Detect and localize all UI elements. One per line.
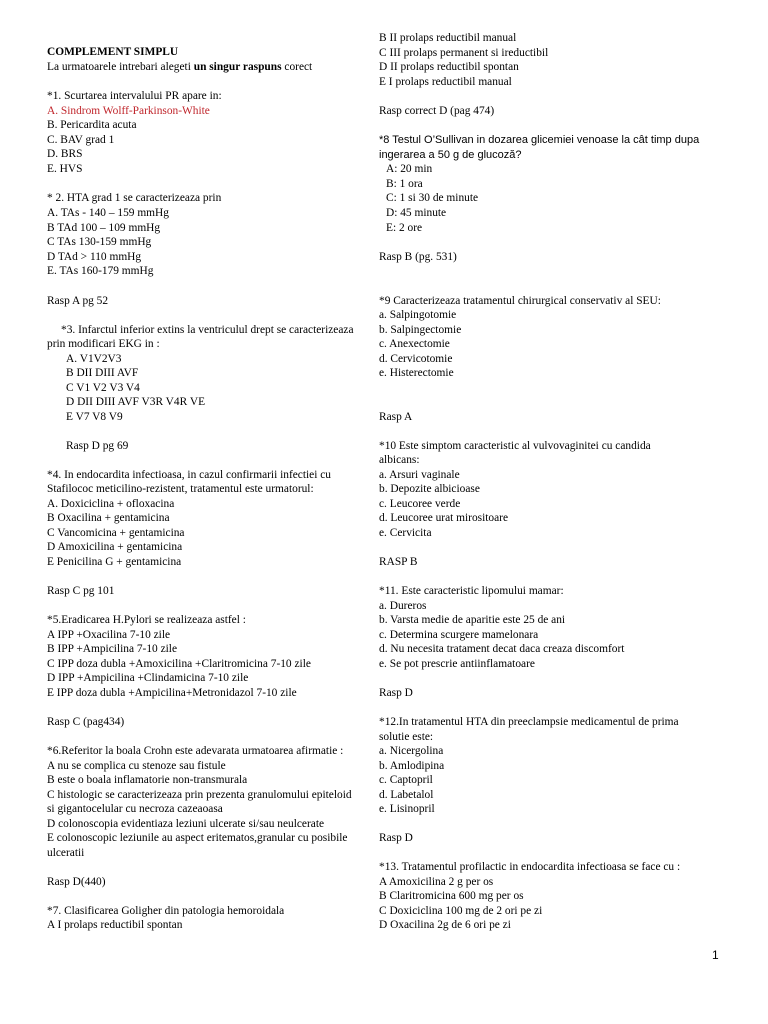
text-line: E. HVS	[47, 163, 83, 175]
text-line: d. Leucoree urat mirositoare	[379, 512, 509, 524]
text-line: E: 2 ore	[386, 222, 423, 234]
bold-text: un singur raspuns	[193, 61, 282, 73]
text-line: b. Amlodipina	[379, 760, 445, 772]
text-line: D colonoscopia evidentiaza leziuni ulcerate si/sau neulcerate	[47, 818, 325, 830]
text-line: albicans:	[379, 454, 420, 466]
text-line: D DII DIII AVF V3R V4R VE	[66, 396, 206, 408]
text-line: *12.In tratamentul HTA din preeclampsie medicamentul de prima	[379, 716, 679, 728]
text-line: B TAd 100 – 109 mmHg	[47, 222, 161, 234]
text-line: *8 Testul O’Sullivan in dozarea glicemiei venoase la cât timp dupa	[379, 134, 700, 146]
text-line: Rasp C (pag434)	[47, 716, 125, 728]
text-line: B este o boala inflamatorie non-transmurala	[47, 774, 248, 786]
text-line: d. Nu necesita tratament decat daca creaza discomfort	[379, 643, 625, 655]
page-number: 1	[712, 948, 719, 962]
text-line: B: 1 ora	[386, 178, 423, 190]
text-line: e. Cervicita	[379, 527, 432, 539]
text-line: A. Sindrom Wolff-Parkinson-White	[47, 105, 210, 117]
text-line: C V1 V2 V3 V4	[66, 382, 140, 394]
text-line: *11. Este caracteristic lipomului mamar:	[379, 585, 564, 597]
text-fragment: corect	[281, 61, 313, 73]
text-line: A: 20 min	[386, 163, 433, 175]
text-line: B IPP +Ampicilina 7-10 zile	[47, 643, 178, 655]
text-line: RASP B	[379, 556, 418, 568]
text-line: C. BAV grad 1	[47, 134, 115, 146]
text-line: b. Salpingectomie	[379, 324, 462, 336]
text-line: B DII DIII AVF	[66, 367, 139, 379]
text-line: Rasp A pg 52	[47, 295, 109, 307]
text-line: *7. Clasificarea Goligher din patologia hemoroidala	[47, 905, 285, 917]
text-line: *3. Infarctul inferior extins la ventriculul drept se caracterizeaza	[61, 324, 354, 336]
text-line: Rasp correct D (pag 474)	[379, 105, 495, 117]
text-line	[47, 60, 312, 75]
text-line: B Oxacilina + gentamicina	[47, 512, 170, 524]
text-line: Rasp D(440)	[47, 876, 106, 888]
text-line: E IPP doza dubla +Ampicilina+Metronidazol 7-10 zile	[47, 687, 297, 699]
text-line: c. Anexectomie	[379, 338, 450, 350]
text-line: D Amoxicilina + gentamicina	[47, 541, 183, 553]
text-line: C histologic se caracterizeaza prin prezenta granulomului epiteloid	[47, 789, 352, 801]
text-line: d. Labetalol	[379, 789, 434, 801]
text-line: ingerarea a 50 g de glucoză?	[379, 149, 522, 161]
text-line: E Penicilina G + gentamicina	[47, 556, 182, 568]
text-line: Rasp C pg 101	[47, 585, 115, 597]
text-line: *10 Este simptom caracteristic al vulvovaginitei cu candida	[379, 440, 651, 452]
text-line: C Vancomicina + gentamicina	[47, 527, 185, 539]
text-line: E V7 V8 V9	[66, 411, 123, 423]
text-line: *4. In endocardita infectioasa, in cazul confirmarii infectiei cu	[47, 469, 332, 481]
text-line: a. Arsuri vaginale	[379, 469, 460, 481]
text-line: si gigantocelular cu necroza cazeaoasa	[47, 803, 223, 815]
text-line: e. Se pot prescrie antiinflamatoare	[379, 658, 535, 670]
text-line: b. Varsta medie de aparitie este 25 de ani	[379, 614, 566, 626]
text-line: C TAs 130-159 mmHg	[47, 236, 152, 248]
text-line: A IPP +Oxacilina 7-10 zile	[47, 629, 171, 641]
text-line: A Amoxicilina 2 g per os	[379, 876, 494, 888]
text-line: b. Depozite albicioase	[379, 483, 480, 495]
text-line: B. Pericardita acuta	[47, 119, 137, 131]
text-line: *13. Tratamentul profilactic in endocardita infectioasa se face cu :	[379, 861, 681, 873]
text-fragment: La urmatoarele intrebari alegeti	[47, 61, 194, 73]
text-line: c. Determina scurgere mamelonara	[379, 629, 539, 641]
text-line: a. Salpingotomie	[379, 309, 457, 321]
text-line: C Doxiciclina 100 mg de 2 ori pe zi	[379, 905, 543, 917]
text-line: c. Captopril	[379, 774, 433, 786]
text-line: *1. Scurtarea intervalului PR apare in:	[47, 90, 222, 102]
text-line: Rasp D	[379, 832, 413, 844]
text-line: solutie este:	[379, 731, 434, 743]
text-line: E I prolaps reductibil manual	[379, 76, 512, 88]
text-line: Stafilococ meticilino-rezistent, tratamentul este urmatorul:	[47, 483, 314, 495]
text-line: E. TAs 160-179 mmHg	[47, 265, 154, 277]
text-line: a. Dureros	[379, 600, 427, 612]
text-line: COMPLEMENT SIMPLU	[47, 46, 179, 58]
text-line: A. Doxiciclina + ofloxacina	[47, 498, 175, 510]
text-line: *6.Referitor la boala Crohn este adevarata urmatoarea afirmatie :	[47, 745, 344, 757]
text-line: e. Lisinopril	[379, 803, 435, 815]
text-line: Rasp B (pg. 531)	[379, 251, 457, 263]
text-line: A. V1V2V3	[66, 353, 122, 365]
text-line: B Claritromicina 600 mg per os	[379, 890, 524, 902]
text-line: D TAd > 110 mmHg	[47, 251, 142, 263]
text-line: A. TAs - 140 – 159 mmHg	[47, 207, 169, 219]
text-line: *9 Caracterizeaza tratamentul chirurgical conservativ al SEU:	[379, 295, 661, 307]
text-line: prin modificari EKG in :	[47, 338, 160, 350]
text-line: *5.Eradicarea H.Pylori se realizeaza astfel :	[47, 614, 246, 626]
text-line: a. Nicergolina	[379, 745, 444, 757]
text-line: A I prolaps reductibil spontan	[47, 919, 183, 931]
text-line: E colonoscopic leziunile au aspect eritematos,granular cu posibile	[47, 832, 348, 844]
text-line: D IPP +Ampicilina +Clindamicina 7-10 zile	[47, 672, 249, 684]
text-line: B II prolaps reductibil manual	[379, 32, 517, 44]
text-line: c. Leucoree verde	[379, 498, 461, 510]
text-line: D II prolaps reductibil spontan	[379, 61, 519, 73]
text-line: e. Histerectomie	[379, 367, 454, 379]
text-line: d. Cervicotomie	[379, 353, 453, 365]
text-line: Rasp D	[379, 687, 413, 699]
text-line: C: 1 si 30 de minute	[386, 192, 479, 204]
text-line: D Oxacilina 2g de 6 ori pe zi	[379, 919, 511, 931]
text-line: * 2. HTA grad 1 se caracterizeaza prin	[47, 192, 222, 204]
text-line: C III prolaps permanent si ireductibil	[379, 47, 549, 59]
text-line: A nu se complica cu stenoze sau fistule	[47, 760, 226, 772]
text-line: C IPP doza dubla +Amoxicilina +Claritromicina 7-10 zile	[47, 658, 311, 670]
text-line: D: 45 minute	[386, 207, 447, 219]
text-line: Rasp D pg 69	[66, 440, 129, 452]
text-line: ulceratii	[47, 847, 85, 859]
text-line: D. BRS	[47, 148, 83, 160]
text-line: Rasp A	[379, 411, 413, 423]
